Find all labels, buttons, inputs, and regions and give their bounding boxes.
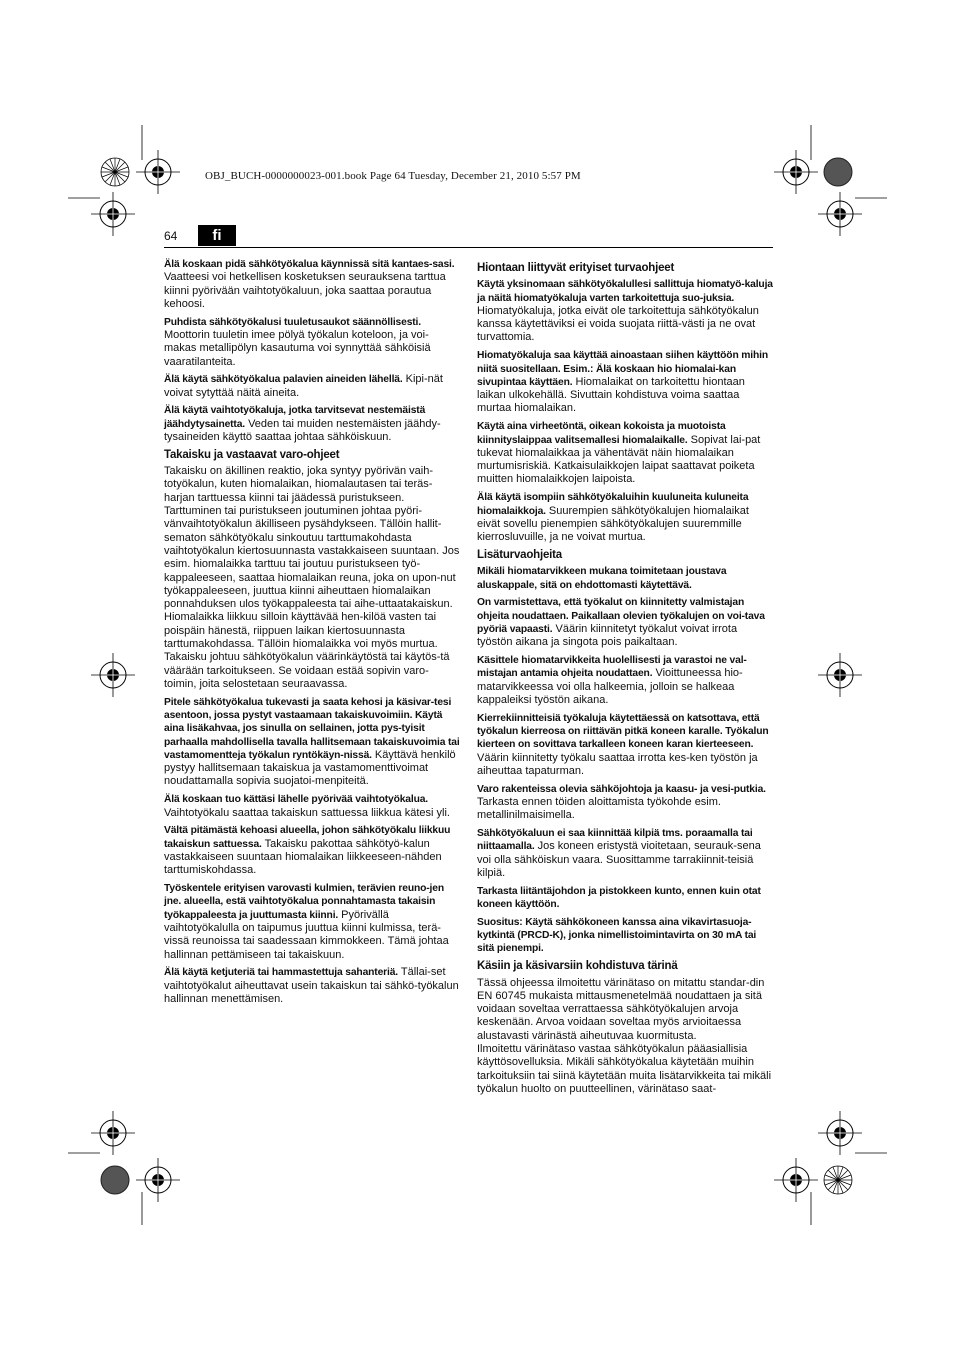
paragraph-lead: Älä käytä sähkötyökalua palavien aineiden lähellä. <box>164 374 403 386</box>
paragraph-lead: Älä koskaan tuo kättäsi lähelle pyörivää vaihtotyökalua. <box>164 794 429 806</box>
right-column <box>477 258 773 1101</box>
paragraph-lead: Käsittele hiomatarvikkeita huolellisesti ja varastoi ne val-mistajan antamia ohjeita noudattaen. <box>477 655 747 680</box>
section-heading: Takaisku ja vastaavat varo-ohjeet <box>164 448 340 461</box>
paragraph-body: Vaihtotyökalu saattaa takaiskun sattuessa liikkua kätesi yli. <box>164 806 450 819</box>
paragraph-body: Väärin kiinnitetyt työkalut voivat irrota työstön aikana ja singota pois paikaltaan. <box>477 622 738 649</box>
page-number: 64 <box>164 229 178 243</box>
paragraph-body: Kipi-nät voivat sytyttää näitä aineita. <box>164 373 443 399</box>
paragraph <box>164 824 460 877</box>
color-target-dot-icon <box>824 158 852 186</box>
language-tab: fi <box>198 225 236 246</box>
paragraph-body: Moottorin tuuletin imee pölyä työkalun koteloon, ja voi-makas metallipölyn kasautuma voi synnyttää sähköisiä vaaratilanteita. <box>164 328 431 368</box>
registration-mark-icon <box>91 653 135 697</box>
registration-mark-icon <box>91 192 135 236</box>
paragraph-body: Vaatteesi voi hetkellisen kosketuksen seurauksena tarttua kiinni pyörivään vaihtotyökaluun, joka saattaa porautua kehoosi. <box>164 271 446 310</box>
paragraph-body: Väärin kiinnitetty työkalu saattaa irrotta kes-ken työstön ja aiheuttaa tapaturman. <box>477 751 758 777</box>
paragraph-body: Veden tai muiden nestemäisten jäähdy-tysaineiden käyttö saattaa johtaa sähköiskuun. <box>164 417 441 444</box>
paragraph <box>477 977 773 1043</box>
paragraph <box>477 654 773 707</box>
paragraph-body: Ilmoitettu värinätaso vastaa sähkötyökalun pääasiallisia käyttösovelluksia. Mikäli sähkötyökalua käytetään muihin tarkoituksiin tai siinä käytetään muita lisätarvikkeita tai mikäli työkalun huolto on puutteellinen, värinätaso saat- <box>477 1043 772 1095</box>
left-column <box>164 258 460 1011</box>
paragraph-lead: Työskentele erityisen varovasti kulmien, terävien reuno-jen jne. alueella, estä vaihtotyökalua ponnahtamasta takaisin työkappaleesta ja juuttumasta kiinni. <box>164 883 444 921</box>
paragraph <box>164 793 460 820</box>
paragraph-lead: Puhdista sähkötyökalusi tuuletusaukot säännöllisesti. <box>164 316 421 328</box>
paragraph-body: Takaisku johtuu sähkötyökalun väärinkäytöstä tai käytös-tä väärään tarkoitukseen. Se voidaan estää sopivin varo-toimin, joita selostetaan seuraavassa. <box>164 651 450 690</box>
paragraph <box>164 373 460 400</box>
header-rule <box>164 247 773 248</box>
paragraph <box>477 420 773 486</box>
paragraph-body: Tässä ohjeessa ilmoitettu värinätaso on mitattu standar-din EN 60745 mukaista mittausmenetelmää noudattaen ja sitä voidaan soveltaa verrattaessa sähkötyökalujen arvoja keskenään. Arvoa voidaan soveltaa myös arvioitaessa alustavasti värinästä aiheutuvaa kuormitusta. <box>477 976 765 1042</box>
paragraph-body: Käyttävä henkilö pystyy hallitsemaan takaiskua ja vastamomenttivoimat noudattamalla sopivia suojatoi-menpiteitä. <box>164 748 456 788</box>
section-heading: Lisäturvaohjeita <box>477 548 562 561</box>
paragraph-lead: Varo rakenteissa olevia sähköjohtoja ja kaasu- ja vesi-putkia. <box>477 783 766 795</box>
paragraph <box>477 885 773 912</box>
paragraph-body: Takaisku pakottaa sähkötyö-kalun vastakkaiseen suuntaan hiomalaikan liikkeeseen-nähden tarttumiskohdassa. <box>164 837 442 877</box>
paragraph-lead: Sähkötyökaluun ei saa kiinnittää kilpiä tms. poraamalla tai niittaamalla. <box>477 828 753 853</box>
color-target-star-icon <box>824 1166 852 1194</box>
paragraph-body: Tällai-set vaihtotyökalut aiheuttavat usein takaiskun tai sähkö-työkalun hallinnan menettämisen. <box>164 966 459 1005</box>
paragraph-body: Sopivat lai-pat tukevat hiomalaikkaa ja vähentävät näin hiomalaikan murtumisriskiä. Katkaisulaikkojen laipat saattavat poiketa muitten hiomalaikkojen laipoista. <box>477 433 761 486</box>
paragraph-body: Vioittuneessa hio-matarvikkeessa voi olla halkeemia, jolloin se halkeaa kappaleiksi työstön aikana. <box>477 667 743 706</box>
paragraph-lead: Pitele sähkötyökalua tukevasti ja saata kehosi ja käsivar-tesi asentoon, jossa pystyt vastaamaan takaiskuvoimiin. Käytä aina lisäkahvaa, jos sinulla on sellainen, jotta pys-tyisit parhaalla mahdollisella tavalla hallitsemaan takaiskuvoimia tai vastamomentteja työkalun ryntökäyn-nissä. <box>164 696 460 761</box>
paragraph-lead: Älä koskaan pidä sähkötyökalua käynnissä sitä kantaes-sasi. <box>164 259 455 270</box>
section-heading: Käsiin ja käsivarsiin kohdistuva tärinä <box>477 960 678 973</box>
paragraph <box>477 827 773 880</box>
registration-mark-icon <box>136 150 180 194</box>
paragraph <box>164 316 460 369</box>
registration-mark-icon <box>818 192 862 236</box>
paragraph <box>477 491 773 544</box>
paragraph <box>164 258 460 311</box>
paragraph <box>477 565 773 592</box>
paragraph <box>477 596 773 649</box>
registration-mark-icon <box>136 1158 180 1202</box>
paragraph <box>477 712 773 778</box>
section-heading: Hiontaan liittyvät erityiset turvaohjeet <box>477 262 675 274</box>
paragraph-lead: Käytä aina virheetöntä, oikean kokoista ja muotoista kiinnityslaippaa valitsemallesi hiomalaikalle. <box>477 421 726 446</box>
paragraph-body: Suurempien sähkötyökalujen hiomalaikat eivät sovellu pienempien sähkötyökalujen suuremmille kierrosluvuille, ja ne voivat murtua. <box>477 504 749 544</box>
registration-mark-icon <box>774 150 818 194</box>
paragraph-body: Pyörivällä vaihtotyökalulla on taipumus juuttua kiinni kulmissa, terä-vissä reunoissa tai saadessaan kimmokkeen. Tämä johtaa hallinnan pettämiseen tai takaiskuun. <box>164 908 449 961</box>
paragraph-lead: Kierrekiinnitteisiä työkaluja käytettäessä on katsottava, että työkalun kierreosa on riittävän pitkä koneen karalle. Työkalun kierteen on sovittava tarkalleen koneen karan kierteeseen. <box>477 712 769 751</box>
paragraph <box>164 465 460 651</box>
paragraph-lead: Älä käytä ketjuteriä tai hammastettuja sahanteriä. <box>164 967 399 979</box>
paragraph-lead: Suositus: Käytä sähkökoneen kanssa aina vikavirtasuoja-kytkintä (PRCD-K), jonka nimellistoimintavirta on 30 mA tai sitä pienempi. <box>477 916 757 955</box>
paragraph <box>477 278 773 344</box>
paragraph-body: Hiomalaikat on tarkoitettu hiontaan laikan ulkokehällä. Sivuttain kohdistuva voima saattaa murtaa hiomalaikan. <box>477 375 745 415</box>
paragraph-lead: Mikäli hiomatarvikkeen mukana toimitetaan joustava aluskappale, sitä on ehdottomasti käytettävä. <box>477 566 727 591</box>
paragraph-lead: Vältä pitämästä kehoasi alueella, johon sähkötyökalu liikkuu takaiskun sattuessa. <box>164 825 451 850</box>
paragraph <box>164 882 460 962</box>
paragraph-lead: Tarkasta liitäntäjohdon ja pistokkeen kunto, ennen kuin otat koneen käyttöön. <box>477 885 761 911</box>
paragraph-lead: On varmistettava, että työkalut on kiinnitetty valmistajan ohjeita noudattaen. Paikallaan olevien työkalujen on voi-tava pyöriä vapaasti. <box>477 597 765 635</box>
file-info-header: OBJ_BUCH-0000000023-001.book Page 64 Tuesday, December 21, 2010 5:57 PM <box>205 170 581 182</box>
paragraph <box>164 696 460 789</box>
paragraph-lead: Älä käytä isompiin sähkötyökaluihin kuuluneita kuluneita hiomalaikkoja. <box>477 492 749 517</box>
registration-mark-icon <box>91 1111 135 1155</box>
registration-mark-icon <box>818 1111 862 1155</box>
registration-mark-icon <box>818 653 862 697</box>
registration-mark-icon <box>774 1158 818 1202</box>
paragraph-lead: Käytä yksinomaan sähkötyökalullesi sallittuja hiomatyö-kaluja ja näitä hiomatyökaluja varten tarkoitettuja suo-juksia. <box>477 279 773 304</box>
paragraph <box>477 1043 773 1096</box>
paragraph-body: Hiomatyökaluja, jotka eivät ole tarkoitettuja sähkötyökalun kanssa käytettäviksi ei voida suojata riittä-västi ja ne ovat turvattomia. <box>477 304 759 344</box>
paragraph-body: Jos koneen eristystä vioitetaan, seurauk-sena voi olla sähköiskun vaara. Suosittamme tarrakiinnit-teisiä kilpiä. <box>477 840 761 879</box>
paragraph-lead: Hiomatyökaluja saa käyttää ainoastaan siihen käyttöön mihin niitä suositellaan. Esim.: Älä koskaan hio hiomalai-kan sivupintaa käyttäen. <box>477 350 769 388</box>
paragraph-body: Tarkasta ennen töiden aloittamista työkohde esim. metallinilmaisimella. <box>477 795 721 822</box>
color-target-dot-icon <box>101 1166 129 1194</box>
paragraph <box>164 404 460 444</box>
paragraph <box>477 916 773 956</box>
color-target-star-icon <box>101 158 129 186</box>
paragraph <box>477 349 773 415</box>
paragraph <box>164 966 460 1006</box>
paragraph <box>164 651 460 691</box>
paragraph <box>477 783 773 823</box>
paragraph-lead: Älä käytä vaihtotyökaluja, jotka tarvitsevat nestemäistä jäähdytysainetta. <box>164 405 426 430</box>
paragraph-body: Takaisku on äkillinen reaktio, joka syntyy pyörivän vaih-totyökalun, kuten hiomalaikan, hiomalautasen tai teräs-harjan tarttuessa kiinni tai jäädessä puristukseen. Tarttuminen tai puristukseen joutuminen johtaa pyöri-vänvaihtotyökalun äkilliseen pysähdykseen. Tällöin hallit-sematon sähkötyökalu sinkoutuu tarttumakohdasta vaihtotyökalun kiertosuunnasta vastakkaiseen suuntaan. Jos esim. hiomalaikka tarttuu tai joutuu puristukseen työ-kappaleeseen, saattaa hiomalaikan reuna, joka on upon-nut työkappaleeseen, juuttua kiinni aiheuttaen hiomalaikan ponnahduksen ulos työkappaleesta tai aihe-uttaatakaiskun. Hiomalaikka liikkuu silloin käyttävää hen-kilöä vasten tai poispäin hänestä, riippuen laikan kiertosuunnasta tarttumakohdassa. Tällöin hiomalaikka voi myös murtua. <box>164 465 460 651</box>
